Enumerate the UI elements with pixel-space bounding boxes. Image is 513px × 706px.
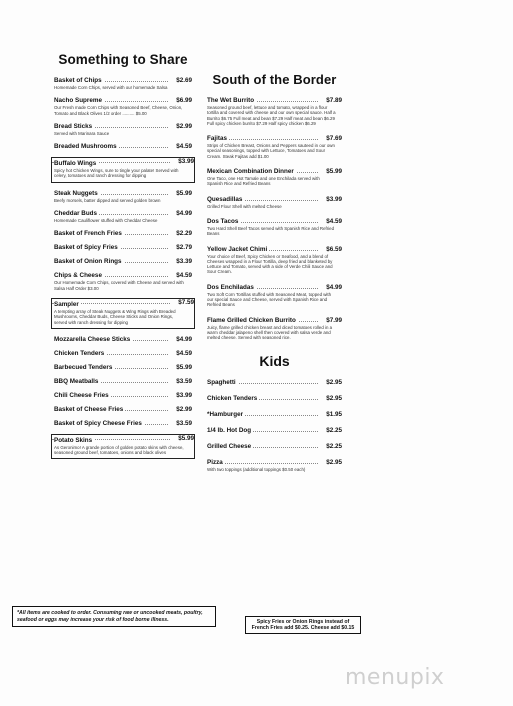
menu-item <box>207 135 342 159</box>
menu-item <box>54 420 192 427</box>
menu-item-name: Basket of French Fries <box>54 230 122 238</box>
menu-item-description: Beefy morsels, batter dipped and served golden brown <box>54 197 161 203</box>
menu-item-name: 1/4 lb. Hot Dog <box>207 426 252 434</box>
menu-item-price: $3.59 <box>176 377 192 385</box>
menu-item-price: $7.89 <box>326 97 342 104</box>
menu-item <box>54 230 192 237</box>
menu-item-name: Basket of Spicy Fries <box>54 244 118 252</box>
menu-item-name: Chili Cheese Fries <box>54 391 109 399</box>
menu-item <box>54 77 192 90</box>
menu-item-name: BBQ Meatballs <box>54 377 99 385</box>
menu-item-name: Chicken Tenders <box>54 349 105 357</box>
menu-item-description: Our Homemade Corn Chips, covered with Cheese and served with Salsa Half Order $3.00 <box>54 280 184 291</box>
menu-item <box>207 411 342 418</box>
menu-item <box>207 246 342 275</box>
menu-item-name: Buffalo Wings <box>54 160 97 168</box>
menu-item-price: $2.29 <box>176 230 192 238</box>
menu-item-description: Our Fresh made Corn Chips with Seasoned Beef, Cheese, Onion, Tomato and Black Olives 1/2 order .......... $5.00 <box>54 105 183 116</box>
menu-item <box>207 317 342 341</box>
menu-item-price: $2.25 <box>326 426 342 434</box>
menu-item-name: Potato Skins <box>54 436 93 444</box>
menu-item-description: Two Hard Shell Beef Tacos served with Spanish Rice and Refried Beans <box>207 225 335 237</box>
menu-item-description: Juicy, flame grilled chicken breast and diced tomatoes rolled in a warm cheddar jalapeno shell then covered with salsa verde and melted cheese. Served with seasoned rice. <box>207 324 333 341</box>
something-to-share-column <box>54 52 192 466</box>
menu-item-price: $3.99 <box>326 195 342 203</box>
menu-item-price: $2.95 <box>326 394 342 402</box>
menu-item-price: $4.99 <box>176 210 192 218</box>
menu-item-name: Barbecued Tenders <box>54 363 113 371</box>
menu-item-name: Basket of Spicy Cheese Fries <box>54 419 142 427</box>
menu-item <box>207 97 342 126</box>
menu-item-name: Grilled Cheese <box>207 442 252 450</box>
menu-item-price: $7.99 <box>326 316 342 324</box>
menu-item-price: $5.99 <box>178 434 194 442</box>
menu-item <box>54 336 192 343</box>
menu-item <box>54 272 192 291</box>
menu-item-description: Homemade Cauliflower stuffed with Cheddar Cheese <box>54 218 158 224</box>
menu-item <box>54 143 192 150</box>
menu-item-description: As Geronimo! A grande portion of golden potato skins with cheese, seasoned ground beef, tomatoes, onions and black olives <box>54 444 184 456</box>
south-of-border-column <box>207 72 342 481</box>
menu-item-price: $4.99 <box>326 283 342 291</box>
menu-item-description: One Taco, one Hot Tamale and one Enchilada served with Spanish Rice and Refried Beans <box>207 176 320 187</box>
menu-item-name: Chips & Cheese <box>54 272 102 280</box>
menu-item <box>207 196 342 209</box>
menu-item <box>54 123 192 136</box>
south-item-list <box>207 97 342 341</box>
menu-item-price: $2.95 <box>326 458 342 466</box>
menu-item-description: Seasoned ground beef, lettuce and tomato, wrapped in a flour tortilla and covered with cheese and our own special sauce. Half a Burrito $6.75 Full meat and bean $7.29 Half meat and bean $6.29 Full spicy chicken burrito $7.29 Half spicy chicken $6.29 <box>207 105 336 126</box>
menu-item <box>54 406 192 413</box>
menu-item <box>207 284 342 308</box>
menu-item-price: $5.99 <box>176 363 192 371</box>
menu-item-name: Bread Sticks <box>54 122 93 130</box>
menu-item-description: Strips of Chicken Breast, Onions and Peppers sauteed in our own special seasonings, topped with Lettuce, Tomatoes and Sour Cream. Steak Fajitas add $1.00 <box>207 143 335 159</box>
menu-item <box>51 298 195 329</box>
menu-item-name: Chicken Tenders <box>207 394 258 402</box>
kids-substitution-note: Spicy Fries or Onion Rings instead of French Fries add $0.25. Cheese add $0.15 <box>245 616 361 634</box>
menu-item <box>54 350 192 357</box>
menu-item-name: Pizza <box>207 458 223 466</box>
menu-item-price: $2.79 <box>176 244 192 252</box>
menu-item <box>54 378 192 385</box>
menu-item-price: $5.99 <box>326 168 342 176</box>
menu-item <box>207 395 342 402</box>
menu-item <box>54 244 192 251</box>
menu-item <box>207 218 342 237</box>
food-safety-notice: *All items are cooked to order. Consuming raw or uncooked meats, poultry, seafood or eggs may increase your risk of food borne illness. <box>12 606 216 627</box>
menu-item-price: $5.99 <box>176 189 192 197</box>
menu-item <box>54 364 192 371</box>
menu-item-name: Dos Tacos <box>207 217 239 225</box>
menu-item-description: Homemade Corn Chips, served with our homemade Salsa <box>54 85 168 90</box>
menu-item-name: Mexican Combination Dinner <box>207 168 294 176</box>
menu-item-name: Dos Enchiladas <box>207 283 254 291</box>
menu-item <box>51 157 195 183</box>
menupix-watermark: menupix <box>345 665 445 690</box>
menu-item-price: $6.99 <box>176 97 192 105</box>
menu-item-name: Steak Nuggets <box>54 189 98 197</box>
menu-item-description: Served with Marinara Sauce <box>54 130 110 136</box>
menu-item <box>54 210 192 223</box>
menu-item-name: Yellow Jacket Chimi <box>207 245 268 253</box>
menu-item-price: $3.99 <box>176 391 192 399</box>
section-title-share: Something to Share <box>58 52 188 67</box>
menu-item-description: Spicy hot Chicken Wings, sure to tingle your palate! Served with celery, tomatoes and ranch dressing for dipping <box>54 168 179 179</box>
menu-item-name: Basket of Onion Rings <box>54 258 122 266</box>
menu-item-price: $4.59 <box>176 143 192 151</box>
menu-item-price: $3.39 <box>176 258 192 266</box>
menu-item-price: $7.69 <box>326 135 342 143</box>
menu-item <box>207 379 342 386</box>
menu-item-name: Nacho Supreme <box>54 97 102 105</box>
menu-item-price: $2.99 <box>176 405 192 413</box>
menu-item-description: Grilled Flour Shell with melted Cheese <box>207 203 282 209</box>
menu-item-price: $2.69 <box>176 77 192 84</box>
menu-item-price: $4.99 <box>176 335 192 343</box>
menu-item-name: Flame Grilled Chicken Burrito <box>207 316 296 324</box>
share-item-list <box>54 77 192 459</box>
menu-item-description: Your choice of Beef, Spicy Chicken or Seafood, and a blend of Cheeses wrapped in a Flour Tortilla, deep fried and blanketed by Lettuce and Tomato, served with a side of Verde Chili Sauce and Sour Cream. <box>207 253 333 275</box>
menu-item-name: Sampler <box>54 300 79 308</box>
kids-item-list <box>207 379 342 472</box>
menu-item-price: $3.59 <box>176 419 192 427</box>
menu-item-name: Basket of Cheese Fries <box>54 405 124 413</box>
menu-item-name: The Wet Burrito <box>207 97 255 104</box>
menu-item-description: Two Soft Corn Tortillas stuffed with Seasoned Meat, topped with our special Sauce and Cheese, served with Spanish Rice and Refried Beans <box>207 291 332 308</box>
section-title-kids: Kids <box>259 352 290 369</box>
menu-item-price: $2.99 <box>176 122 192 130</box>
menu-item-description: With two toppings (additional toppings $0.50 each) <box>207 466 306 472</box>
menu-item <box>207 443 342 450</box>
menu-item-name: Fajitas <box>207 135 227 143</box>
menu-item-name: Cheddar Buds <box>54 210 98 218</box>
menu-item-price: $4.59 <box>176 272 192 280</box>
menu-item-name: Quesadillas <box>207 195 243 203</box>
menu-item-price: $4.59 <box>176 349 192 357</box>
menu-item-description: A tempting array of Steak Nuggets & Wing Rings with Breaded Mushrooms, Cheddar Buds, Cheese Sticks and Onion Rings, served with ranch dressing for dipping <box>54 308 176 325</box>
section-title-south: South of the Border <box>212 72 337 87</box>
menu-item <box>54 190 192 203</box>
menu-item-name: Spaghetti <box>207 378 236 386</box>
menu-item-name: *Hamburger <box>207 410 244 418</box>
menu-item <box>207 427 342 434</box>
menu-item-price: $6.59 <box>326 245 342 253</box>
menu-item-price: $2.95 <box>326 378 342 386</box>
menu-item <box>54 97 192 116</box>
menu-item-price: $7.59 <box>178 298 194 306</box>
menu-item-price: $1.95 <box>326 410 342 418</box>
menu-item <box>207 459 342 472</box>
menu-item-name: Mozzarella Cheese Sticks <box>54 335 131 343</box>
menu-item-price: $3.99 <box>178 158 194 166</box>
menu-item-name: Breaded Mushrooms <box>54 143 117 151</box>
menu-item-name: Basket of Chips <box>54 77 102 84</box>
menu-item-price: $4.59 <box>326 217 342 225</box>
menu-item <box>54 258 192 265</box>
menu-item-price: $2.25 <box>326 442 342 450</box>
menu-item <box>54 392 192 399</box>
menu-item <box>207 168 342 187</box>
menu-item <box>51 434 195 460</box>
